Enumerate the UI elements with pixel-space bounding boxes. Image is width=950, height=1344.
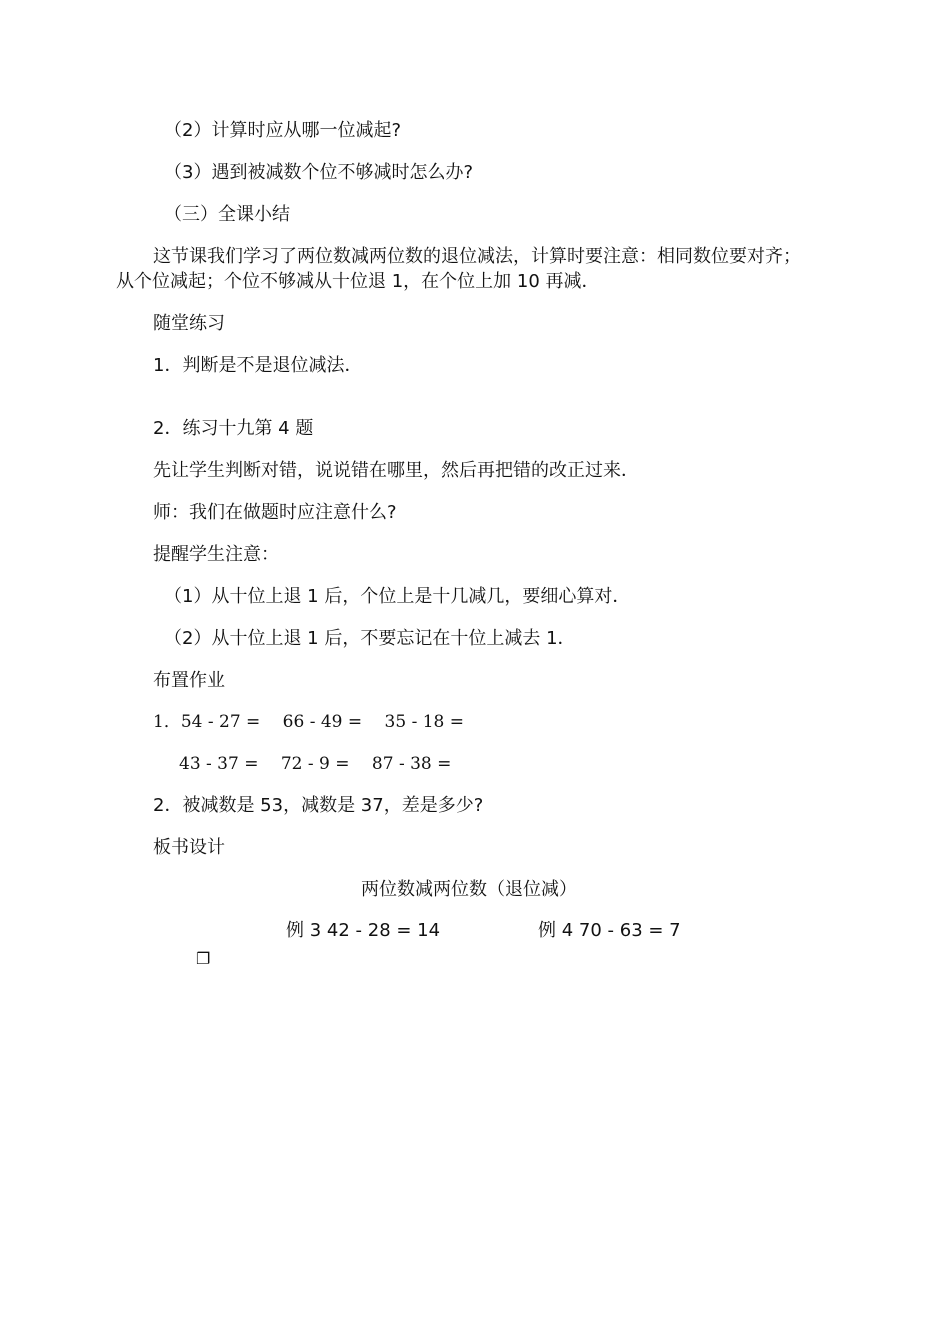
reminder-heading: 提醒学生注意：	[153, 544, 279, 565]
section-heading-homework: 布置作业	[153, 670, 225, 691]
question-3: （3）遇到被减数个位不够减时怎么办?	[164, 162, 474, 183]
reminder-2: （2）从十位上退 1 后，不要忘记在十位上减去 1．	[164, 628, 576, 649]
summary-paragraph-line-1: 这节课我们学习了两位数减两位数的退位减法，计算时要注意：相同数位要对齐；	[153, 246, 801, 267]
section-heading-practice: 随堂练习	[153, 313, 225, 334]
board-title: 两位数减两位数（退位减）	[361, 879, 577, 900]
practice-item-1: 1．判断是不是退位减法．	[153, 355, 363, 376]
question-2: （2）计算时应从哪一位减起?	[164, 120, 402, 141]
summary-paragraph-line-2: 从个位减起；个位不够减从十位退 1，在个位上加 10 再减．	[116, 271, 600, 292]
reminder-1: （1）从十位上退 1 后，个位上是十几减几，要细心算对．	[164, 586, 631, 607]
teacher-question: 师：我们在做题时应注意什么?	[153, 502, 397, 523]
homework-item-2: 2．被减数是 53，减数是 37，差是多少?	[153, 795, 484, 816]
copy-box-icon: ❐	[196, 949, 211, 968]
section-heading-summary: （三）全课小结	[164, 204, 290, 225]
homework-row-2: 43 - 37 = 72 - 9 = 87 - 38 =	[179, 754, 452, 774]
section-heading-board: 板书设计	[153, 837, 225, 858]
board-example-3: 例 3 42 - 28 = 14	[286, 920, 441, 941]
homework-row-1: 1．54 - 27 = 66 - 49 = 35 - 18 =	[153, 712, 465, 732]
practice-instruction: 先让学生判断对错，说说错在哪里，然后再把错的改正过来．	[153, 460, 639, 481]
practice-item-2: 2．练习十九第 4 题	[153, 418, 314, 439]
board-example-4: 例 4 70 - 63 = 7	[538, 920, 681, 941]
